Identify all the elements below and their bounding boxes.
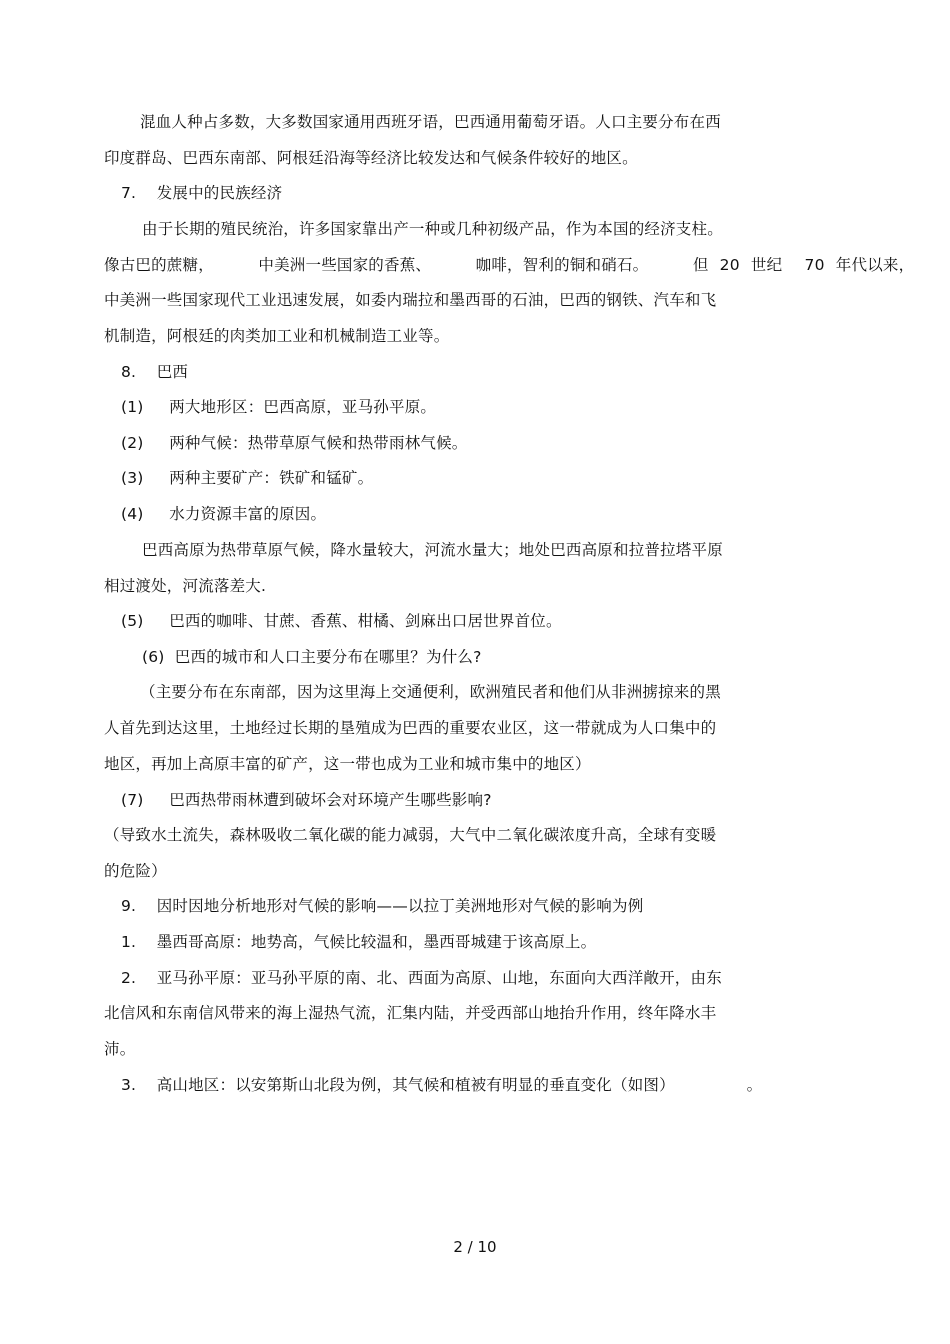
paragraph-line: 混血人种占多数，大多数国家通用西班牙语，巴西通用葡萄牙语。人口主要分布在西 <box>140 113 721 131</box>
paragraph-line: （导致水土流失，森林吸收二氧化碳的能力减弱，大气中二氧化碳浓度升高，全球有变暖 <box>104 826 717 844</box>
section-heading-8: 8. 巴西 <box>121 363 189 381</box>
paragraph-line: 印度群岛、巴西东南部、阿根廷沿海等经济比较发达和气候条件较好的地区。 <box>104 149 638 167</box>
paragraph-line: 像古巴的蔗糖， 中美洲一些国家的香蕉、 咖啡，智利的铜和硝石。 但 20 世纪 70 年代以来， <box>104 256 915 274</box>
paragraph-line: （主要分布在东南部，因为这里海上交通便利，欧洲殖民者和他们从非洲掳掠来的黑 <box>140 683 721 701</box>
paragraph-line: 机制造，阿根廷的肉类加工业和机械制造工业等。 <box>104 327 450 345</box>
list-item: (4) 水力资源丰富的原因。 <box>121 505 327 523</box>
list-item: 1. 墨西哥高原：地势高，气候比较温和，墨西哥城建于该高原上。 <box>121 933 597 951</box>
page-number: 2 / 10 <box>453 1238 497 1256</box>
paragraph-line: 人首先到达这里，土地经过长期的垦殖成为巴西的重要农业区，这一带就成为人口集中的 <box>104 719 717 737</box>
list-item: (1) 两大地形区：巴西高原，亚马孙平原。 <box>121 398 437 416</box>
paragraph-line: 沛。 <box>104 1040 136 1058</box>
list-item: (6) 巴西的城市和人口主要分布在哪里？为什么? <box>142 648 482 666</box>
list-item: (7) 巴西热带雨林遭到破坏会对环境产生哪些影响? <box>121 791 492 809</box>
paragraph-line: 中美洲一些国家现代工业迅速发展，如委内瑞拉和墨西哥的石油，巴西的钢铁、汽车和飞 <box>104 291 717 309</box>
paragraph-line: 北信风和东南信风带来的海上湿热气流，汇集内陆，并受西部山地抬升作用，终年降水丰 <box>104 1004 717 1022</box>
paragraph-line: 巴西高原为热带草原气候，降水量较大，河流水量大；地处巴西高原和拉普拉塔平原 <box>142 541 723 559</box>
paragraph-line: 由于长期的殖民统治，许多国家靠出产一种或几种初级产品，作为本国的经济支柱。 <box>142 220 723 238</box>
paragraph-line: 的危险） <box>104 862 167 880</box>
paragraph-line: 相过渡处，河流落差大. <box>104 577 267 595</box>
section-heading-9: 9. 因时因地分析地形对气候的影响——以拉丁美洲地形对气候的影响为例 <box>121 897 644 915</box>
list-item: (2) 两种气候：热带草原气候和热带雨林气候。 <box>121 434 468 452</box>
list-item: 2. 亚马孙平原：亚马孙平原的南、北、西面为高原、山地，东面向大西洋敞开，由东 <box>121 969 722 987</box>
list-item: (3) 两种主要矿产：铁矿和锰矿。 <box>121 469 374 487</box>
section-heading-7: 7. 发展中的民族经济 <box>121 184 283 202</box>
paragraph-line: 地区，再加上高原丰富的矿产，这一带也成为工业和城市集中的地区） <box>104 755 591 773</box>
list-item: 3. 高山地区：以安第斯山北段为例，其气候和植被有明显的垂直变化（如图） 。 <box>121 1076 763 1094</box>
list-item: (5) 巴西的咖啡、甘蔗、香蕉、柑橘、剑麻出口居世界首位。 <box>121 612 562 630</box>
